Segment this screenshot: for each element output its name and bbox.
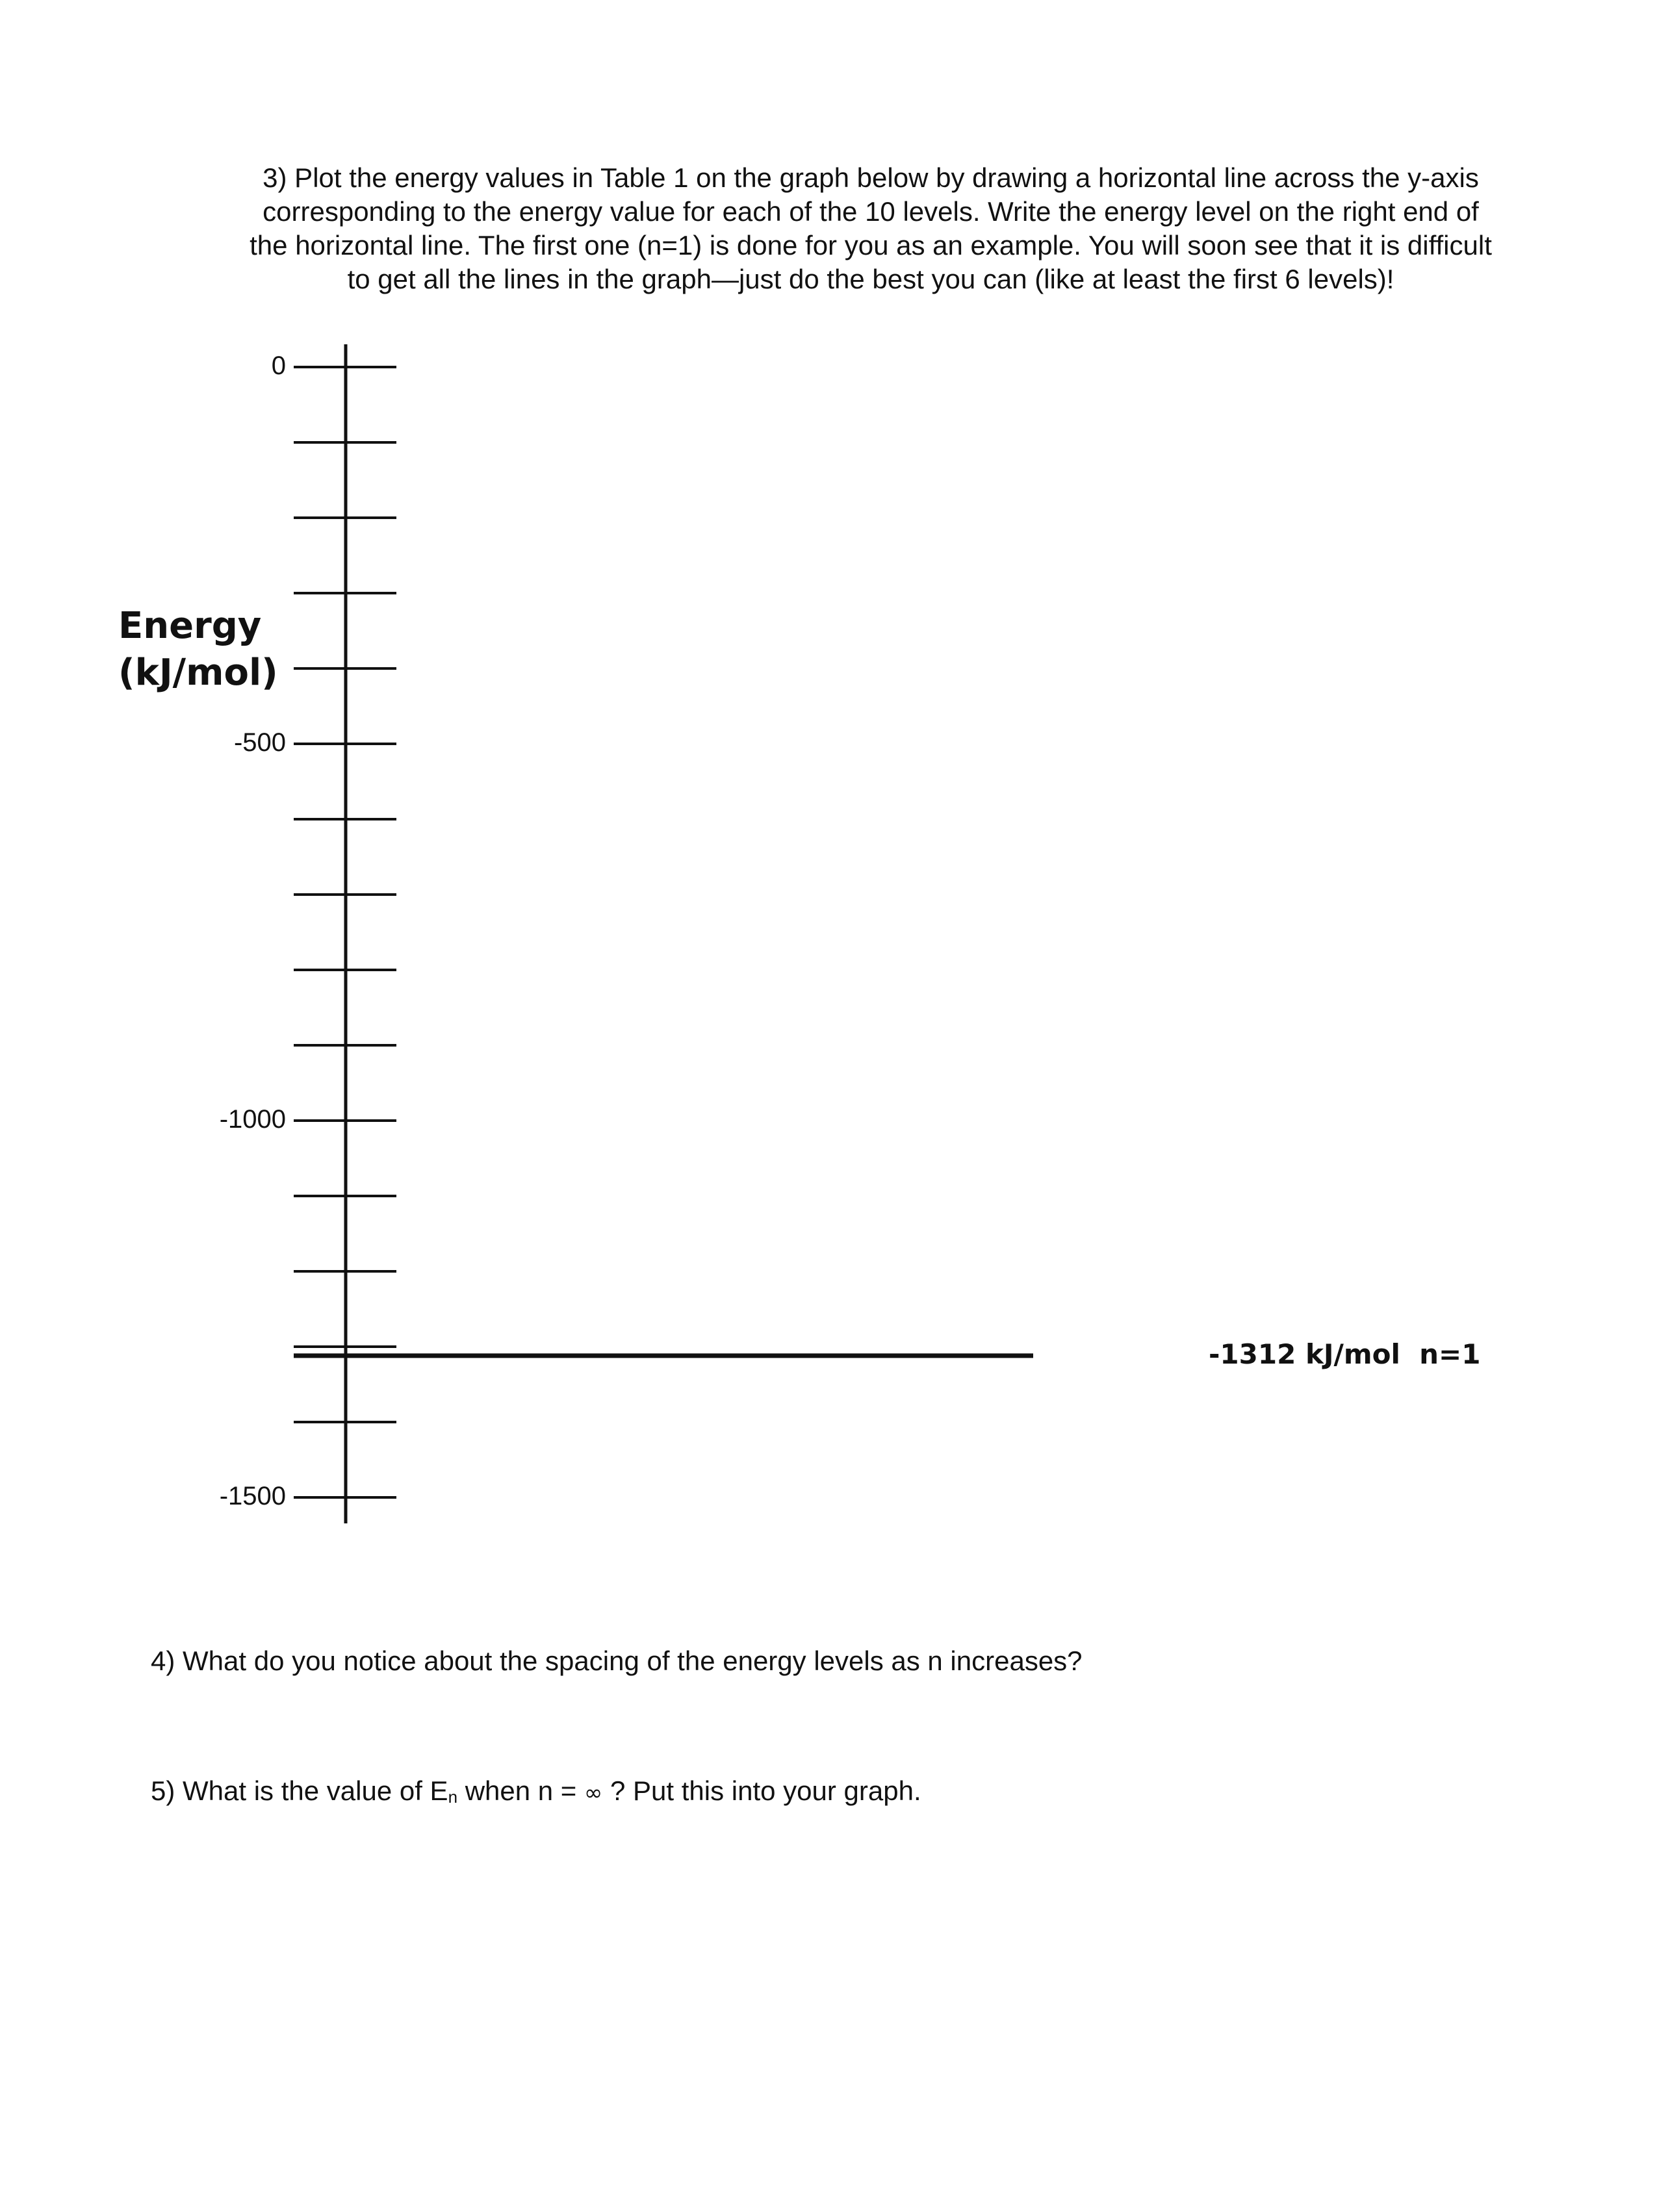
y-axis-label-line-2: (kJ/mol) [118, 652, 278, 694]
level-label-n1: -1312 kJ/mol n=1 [1209, 1338, 1481, 1370]
question-5 [151, 1775, 921, 1813]
question-3-line-3: the horizontal line. The first one (n=1) is done for you as an example. You will soon see that it is difficult [250, 230, 1492, 261]
question-4: 4) What do you notice about the spacing of the energy levels as n increases? [151, 1646, 1083, 1676]
question-3-line-4: to get all the lines in the graph—just do the best you can (like at least the first 6 levels)! [347, 264, 1394, 294]
question-5-end: ? Put this into your graph. [602, 1775, 921, 1806]
question-5-middle: when n = [457, 1775, 584, 1806]
y-tick-label: -1500 [219, 1482, 286, 1510]
y-axis-label-line-1: Energy [118, 605, 262, 647]
y-tick-label: 0 [271, 351, 286, 380]
infinity-symbol: ∞ [584, 1780, 603, 1806]
question-3-line-1: 3) Plot the energy values in Table 1 on the graph below by drawing a horizontal line across the y-axis [263, 162, 1479, 193]
y-axis-label [118, 603, 278, 696]
y-tick-label: -500 [233, 728, 286, 757]
question-5-subscript: n [448, 1787, 458, 1807]
question-3-line-2: corresponding to the energy value for each of the 10 levels. Write the energy level on the right end of [263, 196, 1479, 227]
y-tick-label: -1000 [219, 1105, 286, 1134]
question-5-start: 5) What is the value of E [151, 1775, 448, 1806]
